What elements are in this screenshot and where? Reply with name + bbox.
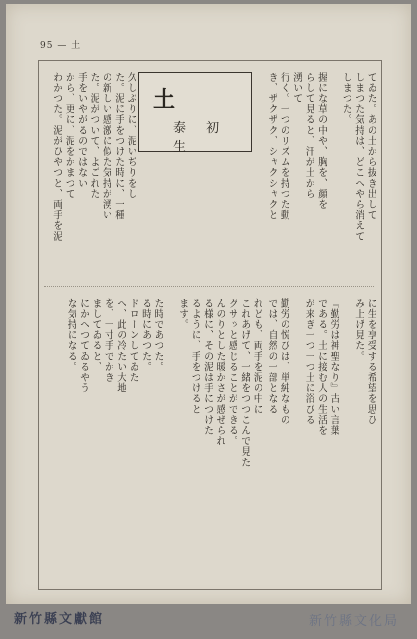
text-column: では、自然の一部となる	[266, 298, 277, 415]
text-column: た。泥に手をつけた時に、一種	[112, 72, 124, 221]
text-column: グサッと感じることができる。	[226, 298, 238, 447]
article-author: 泰 初 生	[173, 121, 228, 155]
text-column: しまつた。	[340, 72, 352, 125]
text-column: んのりとした暖かさが感ぜられ	[214, 298, 225, 447]
text-column: わかつた。泥がひやつと、両手を泥	[50, 72, 62, 242]
archive-logo-text: 新竹縣文獻館	[14, 612, 105, 627]
text-column: れども、両手を泥の中に	[251, 298, 263, 415]
text-column: ドローンしてゐた	[127, 298, 139, 383]
page-header: 95 — 土	[40, 41, 82, 51]
text-column: しまつた気持は、どこへやら消えて	[352, 72, 364, 242]
section-divider	[44, 286, 374, 287]
watermark-text: 新竹縣文化局	[308, 614, 399, 629]
text-column: た。泥がついて、よごれた	[88, 72, 99, 200]
text-column: 湧いて	[290, 72, 302, 104]
text-column: 勤労の悦びは、単純なもの	[278, 298, 290, 426]
text-column: から、更に、泥をかまつて	[63, 72, 75, 200]
text-column: に生を享受する希望を思ひ	[365, 298, 377, 426]
text-column: るように、手をつけると	[189, 298, 201, 415]
text-column: な気持になる。	[65, 298, 77, 373]
text-column: 久しぶりに、泥いぢりをし	[125, 72, 137, 200]
text-column: ましてゐると、	[90, 298, 101, 373]
article-title: 土	[153, 87, 176, 113]
text-column: る時にあつた。	[139, 298, 151, 373]
title-box	[138, 72, 252, 155]
text-column: が来ぎ一つ一つ土に浴びる	[303, 298, 315, 426]
text-column: である。土に接む人の生活を	[315, 298, 327, 436]
text-column: ます。	[176, 298, 188, 330]
text-column: き、ザクザク、シャクシャクと	[266, 72, 277, 221]
text-column: 手をいやがるのではない	[75, 72, 87, 189]
text-column: の新しい感激に似た気持が湧い	[100, 72, 112, 221]
text-column: らして見ると、汗が土から	[303, 72, 315, 200]
text-column: 『勤労は神聖なり』古い言葉	[328, 298, 339, 436]
text-column: 握にな草の中や、胸を、顔を	[315, 72, 327, 210]
text-column: た時であつた。	[152, 298, 163, 373]
text-column: み上げ見た。	[352, 298, 364, 362]
text-column: これあげて、一緒をつつこんで見た	[238, 298, 250, 468]
text-column: にかへつてゐるやう	[77, 298, 89, 394]
text-column: てゐた。あの土から抜き出して	[365, 72, 377, 221]
text-column: る様に、その泥は手につけた	[201, 298, 213, 436]
text-column: へ、此の冷たい大地	[114, 298, 126, 394]
text-column: 行く。一つのリズムを持つた動	[278, 72, 290, 221]
text-column: を、一寸手でかき	[102, 298, 114, 383]
